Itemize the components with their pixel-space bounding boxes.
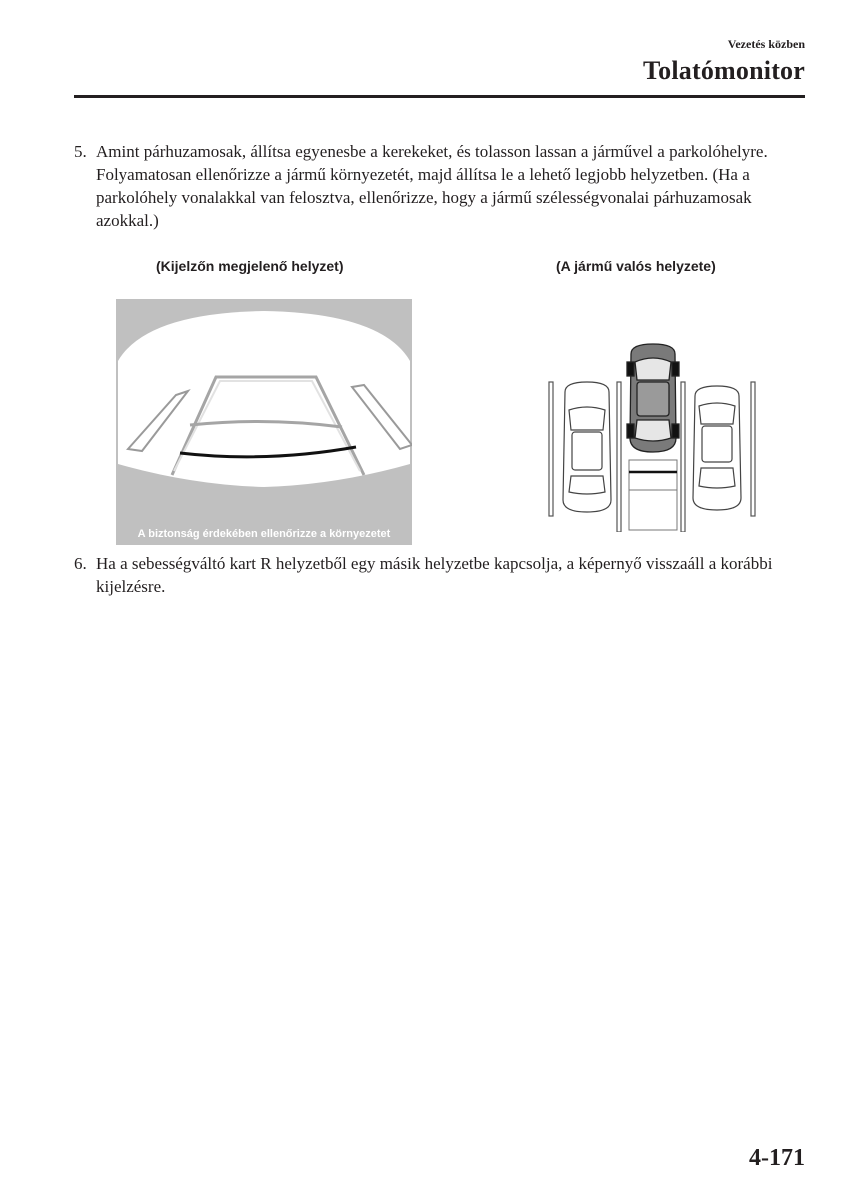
page-number: 4-171 bbox=[749, 1145, 805, 1171]
real-position-illustration bbox=[543, 340, 761, 532]
step-6 bbox=[74, 552, 794, 598]
parking-line bbox=[549, 382, 553, 516]
page-title: Tolatómonitor bbox=[643, 56, 805, 85]
step-number: 5. bbox=[74, 142, 87, 161]
parking-scene-graphic bbox=[543, 340, 761, 532]
parked-car-right bbox=[693, 386, 741, 510]
step-text: Amint párhuzamosak, állítsa egyenesbe a kerekeket, és tolasson lassan a járművel a parkolóhelyre. Folyamatosan ellenőrizze a jármű környezetét, majd állítsa le a lehető legjobb helyzetben. (Ha a parkolóhely vonalakkal van felosztva, ellenőrizze, hogy a jármű szélességvonalai párhuzamosak azokkal.) bbox=[96, 142, 768, 230]
title-rule bbox=[74, 95, 805, 98]
step-text: Ha a sebességváltó kart R helyzetből egy másik helyzetbe kapcsolja, a képernyő visszaáll a korábbi kijelzésre. bbox=[96, 554, 773, 596]
screen-warning-text: A biztonság érdekében ellenőrizze a környezetet bbox=[137, 528, 391, 540]
parking-line bbox=[681, 382, 685, 532]
step-number: 6. bbox=[74, 554, 87, 573]
camera-display-illustration bbox=[116, 299, 412, 545]
parking-line bbox=[617, 382, 621, 532]
parking-line bbox=[751, 382, 755, 516]
parked-car-left bbox=[563, 382, 611, 512]
real-caption: (A jármű valós helyzete) bbox=[556, 258, 716, 274]
display-caption: (Kijelzőn megjelenő helyzet) bbox=[156, 258, 344, 274]
step-5 bbox=[74, 140, 794, 232]
camera-display-graphic bbox=[116, 299, 412, 545]
reversing-car bbox=[627, 344, 679, 452]
guide-zone bbox=[629, 460, 677, 530]
section-label: Vezetés közben bbox=[727, 37, 805, 51]
